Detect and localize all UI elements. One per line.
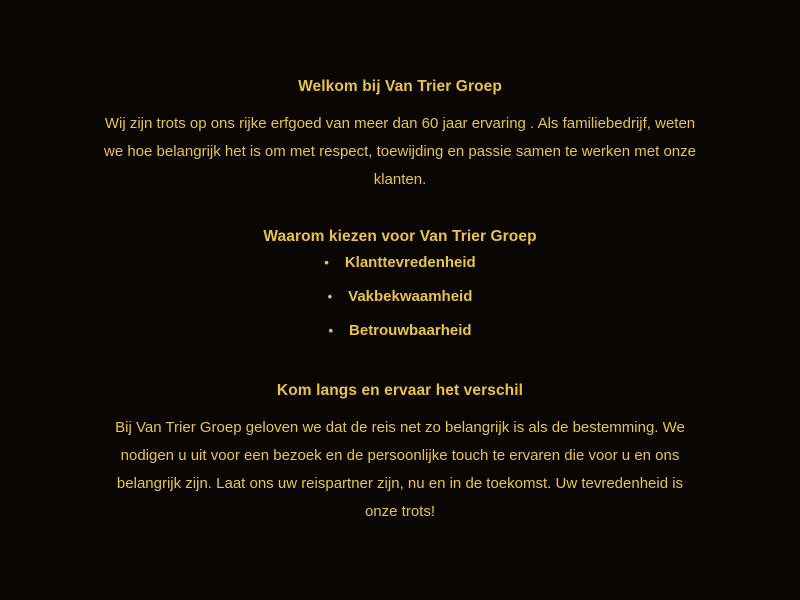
- list-item: [100, 246, 700, 280]
- reasons-heading: Waarom kiezen voor Van Trier Groep: [263, 228, 537, 245]
- reasons-list: [100, 246, 700, 348]
- list-item: [100, 280, 700, 314]
- welcome-heading: Welkom bij Van Trier Groep: [298, 78, 502, 95]
- closing-paragraph: Bij Van Trier Groep geloven we dat de reis net zo belangrijk is als de bestemming. We nodigen u uit voor een bezoek en de persoonlijke touch te ervaren die voor u en ons belangrijk zijn. Laat ons uw reispartner zijn, nu en in de toekomst. Uw tevredenheid is onze trots!: [115, 419, 685, 520]
- bullet-icon: •: [327, 289, 333, 304]
- closing-heading: Kom langs en ervaar het verschil: [276, 382, 524, 399]
- bullet-icon: •: [328, 323, 334, 338]
- list-item-label: Klanttevredenheid: [344, 254, 476, 271]
- list-item: [100, 314, 700, 348]
- bullet-icon: •: [324, 255, 329, 270]
- welcome-paragraph: Wij zijn trots op ons rijke erfgoed van meer dan 60 jaar ervaring . Als familiebedrijf, weten we hoe belangrijk het is om met respect, toewijding en passie samen te werken met onze klanten.: [104, 115, 696, 188]
- list-item-label: Vakbekwaamheid: [348, 288, 473, 305]
- list-item-label: Betrouwbaarheid: [349, 322, 472, 339]
